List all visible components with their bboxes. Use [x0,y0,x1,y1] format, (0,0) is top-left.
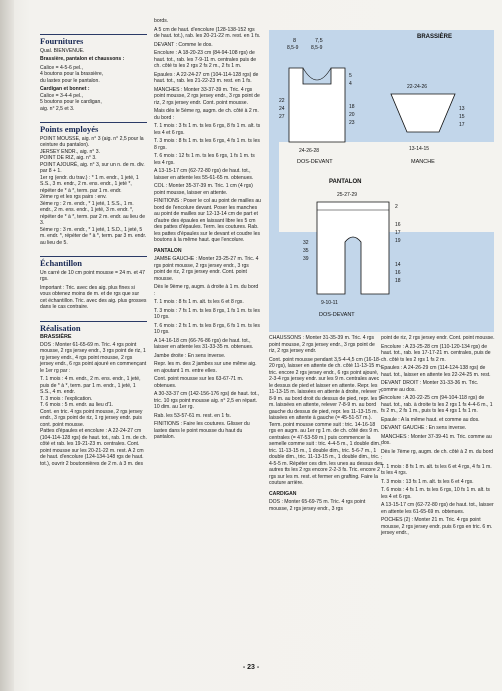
fourniture-line: 4 boutons pour la brassière, [40,71,104,77]
dim-label: 24-26-28 [299,148,320,154]
dim-label: 17 [459,122,465,128]
dim-label: 18 [395,278,401,284]
schema-svg [269,30,494,332]
fourniture-line: 5 boutons pour le cardigan, [40,99,102,105]
instruction-para: A 14-16-18 cm (66-76-86 rgs) de haut. tot., laisser en attente les 31-33-35 m. obtenues. [154,337,254,350]
point-para: POINT MOUSSE, aig. n° 3 (aig. n° 2,5 pour la ceinture du pantalon). [40,135,144,148]
dim-label: 32 [303,240,309,246]
brassiere-title: BRASSIÈRE [417,34,453,40]
instruction-para: T. 1 mois : 3 fs 1 m. ts les 6 rgs, 8 fs 1 m. alt. ts les 4 et 6 rgs. [154,123,261,136]
instruction-para: Epaule : A la même haut. et comme au dos. [381,416,480,423]
instruction-para: Encolure : A 18-20-23 cm (84-94-108 rgs) de haut. tot., rab. les 7-9-11 m. centrales puis de ch. côté ts les 2 rgs 2 fs 2 m., 2 fs 1 m. [154,50,257,69]
instruction-para: CARDIGAN [269,490,297,497]
dim-label: 13-14-15 [409,146,430,152]
section-title-fournitures: Fournitures [40,34,147,45]
instruction-para: T. 6 mois : 2 fs 1 m. ts les 8 rgs, 6 fs 1 m. ts les 10 rgs. [154,322,260,335]
instruction-para: Encolure : A 23-25-28 cm (110-120-134 rgs) de haut. tot., rab. les 17-17-21 m. centrales, puis de ch. côté ts les 2 rgs 1 fs 2 m. [381,343,491,363]
dim-label: 19 [395,238,401,244]
section-title-echantillon: Échantillon [40,256,147,267]
dim-label: 16 [395,270,401,276]
dim-label: 35 [303,248,309,254]
point-para: 3ème rg : 2 m. endr., * 1 jeté, 1 S.S., 1 m. endr., 2 m. ens. endr., 1 jeté, 3 m. endr. *, répéter de * à *, term. par 2 m. endr. au lieu de 3. [40,200,146,226]
subsection-brassiere: BRASSIÈRE [40,334,72,340]
instruction-para: CHAUSSONS : Monter 31-35-39 m. Tric. 4 rgs point mousse, 2 rgs jersey endr., 3 rgs point de riz, 2 rgs jersey endr. [269,335,375,354]
instruction-para: Cont. point mousse sur les 63-67-71 m. obtenues. [154,376,244,389]
instruction-para: A 5 cm de haut. d'encolure (128-138-152 rgs de haut. tot.), rab. les 20-21-22 m. rest. en 1 fs. [154,26,261,39]
instruction-para: FINITIONS : Faire les coutures. Glisser du lastex dans le point mousse du haut du pantalon. [154,421,250,440]
piece-label: DOS-DEVANT [319,312,355,318]
instruction-para: DEVANT GAUCHE : En sens inverse. [381,425,467,431]
dim-label: 22 [279,98,285,104]
point-para: JERSEY ENDR., aig. n° 3. [40,148,100,155]
instruction-para: Encolure : A 20-22-25 cm (94-104-118 rgs) de haut. tot., rab. à droite ts les 2 rgs 1 fs 4-4-6 m., 1 fs 2 m., 2 fs 1 m., puis ts les 4 rgs 1 fs 1 m. [381,395,493,414]
instruction-para: T. 6 mois : 12 fs 1 m. ts les 6 rgs, 1 fs 1 m. ts les 4 rgs. [154,153,255,166]
dim-label: 9-10-11 [321,300,338,306]
instruction-para: Dès le 7ème rg, augm. de ch. côté à 2 m. du bord : [381,448,494,461]
piece-label: DOS-DEVANT [297,159,333,165]
dim-label: 25-27-29 [337,192,358,198]
point-para: 1er rg (endr. du trav.) : * 1 m. endr., 1 jeté, 1 S.S., 3 m. endr., 2 m. ens. endr., 1 jeté *, répéter de * à *, term. par 1 m. endr. [40,174,139,194]
instruction-para: T. 3 mois : 8 fs 1 m. ts les 6 rgs, 4 fs 1 m. ts les 8 rgs. [154,138,260,151]
instruction-para: A 30-33-37 cm (142-156-176 rgs) de haut. tot., tric. 10 rgs point mousse aig. n° 2,5 en répart. 10 dim. au 1er rg. [154,391,260,410]
instruction-para: DEVANT : Comme le dos. [154,41,213,48]
instruction-para: FINITIONS : Poser le col au point de mailles au bord de l'encolure devant. Poser les manches au point de mailles sur 12-13-14 cm de part et d'autre des épaules en laissant libre les 5 cm des pattes d'épaules. Term. les coutures. Rab. les pattes d'épaules sur le devant et coudre les boutons à la même haut. que l'encolure. [154,198,262,243]
instruction-para: JAMBE GAUCHE : Monter 23-25-27 m. Tric. 4 rgs point mousse, 2 rgs jersey endr., 3 rgs point de riz, 2 rgs jersey endr. Cont. point mousse. [154,256,259,282]
instruction-para: A 13-15-17 cm (62-72-80 rgs) de haut. tot., laisser en attente les 55-61-65 m. obtenues. [154,168,254,181]
section-title-points: Points employés [40,122,147,133]
fourniture-line: Calice = 3-4-4 pel., [40,92,83,99]
dim-label: 7,5 [315,38,323,44]
realisation-para: T. 6 mois : 5 m. endr. au lieu d'1. [40,402,114,408]
column-4 [381,335,495,539]
piece-label: MANCHE [411,159,435,165]
instruction-para: T. 1 mois : 8 fs 1 m. alt. ts les 6 et 4 rgs, 4 fs 1 m. ts les 4 rgs. [381,463,492,476]
dim-label: 15 [459,114,465,120]
column-2 [154,18,261,443]
dim-label: 13 [459,106,465,112]
realisation-para: T. 1 mois : 4 m. endr., 2 m. ens. endr., 1 jeté, puis de * à *, term. par 1 m. endr., 1 jeté, 1 S.S., 4 m. endr. [40,376,141,395]
dim-label: 27 [279,114,285,120]
instruction-para: Epaules : A 24-26-29 cm (114-124-138 rgs) de haut. tot., laisser en attente les 22-24-25 m. rest. [381,365,491,378]
echantillon-para: Important : Tric. avec des aig. plus fines si vous obtenez moins de m. et de rgs que sur cet échantillon. Tric. avec des aig. plus grosses dans le cas contraire. [40,284,147,310]
dim-label: 4 [349,81,352,87]
dim-label: 24 [279,106,285,112]
page-number: - 23 - [242,664,260,671]
instruction-para: MANCHES : Monter 33-37-39 m. Tric. 4 rgs point mousse, 2 rgs jersey endr., 3 rgs point de riz, 2 rgs jersey endr. Cont. point mousse. [154,86,260,106]
point-para: 2ème rg et les rgs pairs : env. [40,194,107,200]
dim-label: 20 [349,112,355,118]
pantalon-title: PANTALON [329,179,362,185]
instruction-para: MANCHES : Monter 37-39-41 m. Tric. comme au dos. [381,433,492,446]
dim-label: 16 [395,222,401,228]
instruction-para: Epaules : A 22-24-27 cm (104-114-128 rgs) de haut. tot., rab. les 21-22-23 m. rest. en 1 fs. [154,71,259,84]
column-3 [269,335,383,514]
instruction-para: point de riz, 2 rgs jersey endr. Cont. point mousse. [381,335,495,341]
schema-diagrams [269,30,494,332]
instruction-para: T. 3 mois : 7 fs 1 m. ts les 8 rgs, 1 fs 1 m. ts les 10 rgs. [154,307,260,320]
instruction-para: DEVANT DROIT : Monter 31-33-36 m. Tric. comme au dos. [381,380,479,393]
page-fold-shadow [0,0,14,691]
point-para: 5ème rg : 3 m. endr., * 1 jeté, 1 S.D., 1 jeté, 5 m. endr. *, répéter de * à *, term. par 3 m. endr. au lieu de 5. [40,226,147,246]
instruction-para: Repr. les m. des 2 jambes sur une même aig. en ajoutant 1 m. entre elles. [154,361,257,374]
instruction-para: T. 6 mois : 4 fs 1 m. ts les 6 rgs, 10 fs 1 m. alt. ts les 4 et 6 rgs. [381,487,490,500]
instruction-para: T. 1 mois : 8 fs 1 m. alt. ts les 6 et 8 rgs. [154,299,244,305]
point-para: POINT DE RIZ, aig. n° 3. [40,155,97,161]
fourniture-line: Calice = 4-5-6 pel., [40,64,83,71]
dim-label: 2 [395,204,398,210]
instruction-para: Mais dès le 5ème rg, augm. de ch. côté à 2 m. du bord : [154,108,259,121]
dim-label: 17 [395,230,401,236]
realisation-para: Cont. en tric. 4 rgs point mousse, 2 rgs jersey endr., 3 rgs point de riz, 1 rg jersey endr. puis cont. point mousse. [40,408,143,428]
instruction-para: Rab. les 53-57-61 m. rest. en 1 fs. [154,412,232,419]
dim-label: 23 [349,120,355,126]
realisation-para: DOS : Monter 61-65-69 m. Tric. 4 rgs point mousse, 2 rgs jersey endr., 3 rgs point de riz, 1 rg jersey endr., 4 rgs point mousse, 2 rgs jersey endr., 6 rgs point ajouré en commençant le 1er rg par : [40,341,147,374]
instruction-para: A 13-15-17 cm (62-72-80 rgs) de haut. tot., laisser en attente les 61-65-69 m. obtenues. [381,502,494,515]
instruction-para: Cont. point mousse pendant 3,5-4-4,5 cm (16-18-20 rgs), laisser en attente de ch. côté 11-13-15 m., tric. encore 2 rgs jersey endr., 6 rgs point ajouré, 2-3-4 rgs jersey endr. sur les 9 m. centrales avec le dessus de pied et laisser en attente. Repr. les 11-13-15 m. laissées en attente à droite, relever 7-8-9 m. au bord droit du dessus de pied, repr. les 9 m. laissées en attente, relever 7-8-9 m. au bord gauche du dessus de pied, repr. les 11-13-15 m. laissées en attente à gauche (= 45-51-57 m.). Term. point mousse comme suit : tric. 14-16-18 rgs en augm. au 1er rg 1 m. de ch. côté des 9 m. centrales (= 47-53-59 m.) puis commencer la semelle comme suit : tric. 4-4-5 m., 1 double dim., tric. 11-13-15 m., 1 double dim., tric. 5-6-7 m., 1 double dim., tric. 11-13-15 m., 1 double dim., tric. 4-5-5 m. Répéter ces dim. les unes au dessus des autres tts les 2 rgs encore 2-2-3 fs. Tric. encore 2 rgs sur les m. rest. et fermer en grafting. Faire la couture arrière. [269,356,383,486]
fourniture-line: aig. n° 2,5 et 3. [40,105,75,112]
dim-label: 5 [349,73,352,79]
fourniture-line: Brassière, pantalon et chaussons : [40,56,125,62]
dim-label: 39 [303,256,309,262]
instruction-para: Dès le 9ème rg, augm. à droite à 1 m. du bord : [154,284,259,297]
dim-label: 8 [293,38,297,44]
realisation-para: T. 3 mois : l'explication. [40,395,93,402]
column-1 [40,0,147,469]
instruction-para: DOS : Monter 65-69-75 m. Tric. 4 rgs point mousse, 2 rgs jersey endr., 3 rgs [269,499,366,512]
realisation-para: Pattes d'épaules et encolure : A 22-24-27 cm (104-114-128 rgs) de haut. tot., rab. 1 m. de ch. côté et rab. les 19-21-23 m. centrales. Cont. point mousse sur les 20-21-22 m. rest. A 2 cm de haut. d'encolure (124-134-148 rgs de haut. tot.), ouvrir 2 boutonnières de 2 m. à 3 m. des [40,428,147,467]
instruction-para: PANTALON [154,247,182,254]
dim-label: 22-24-26 [407,84,428,90]
instruction-para: T. 3 mois : 13 fs 1 m. alt. ts les 6 et 4 rgs. [381,478,474,485]
instruction-para: COL : Monter 35-37-39 m. Tric. 1 cm (4 rgs) point mousse, laisser en attente. [154,183,253,196]
dim-label: 8,5-9 [287,45,299,51]
fourniture-line: du lastex pour le pantalon. [40,77,100,84]
instruction-para: bords. [154,18,169,24]
dim-label: 8,5-9 [311,45,323,51]
dim-label: 18 [349,104,355,110]
dim-label: 14 [395,262,401,268]
fourniture-line: Qual. BIENVENUE. [40,47,85,54]
fourniture-line: Cardigan et bonnet : [40,86,90,92]
section-title-realisation: Réalisation [40,321,147,332]
echantillon-para: Un carré de 10 cm point mousse = 24 m. et 47 rgs. [40,269,145,282]
instruction-para: POCHES (2) : Monter 21 m. Tric. 4 rgs point mousse, 2 rgs jersey endr. puis 6 rgs en tric. 6 m. jersey endr., [381,517,493,536]
instruction-para: Jambe droite : En sens inverse. [154,352,226,359]
point-para: POINT AJOURÉ, aig. n° 3, sur un n. de m. div. par 8 + 1. [40,161,145,174]
